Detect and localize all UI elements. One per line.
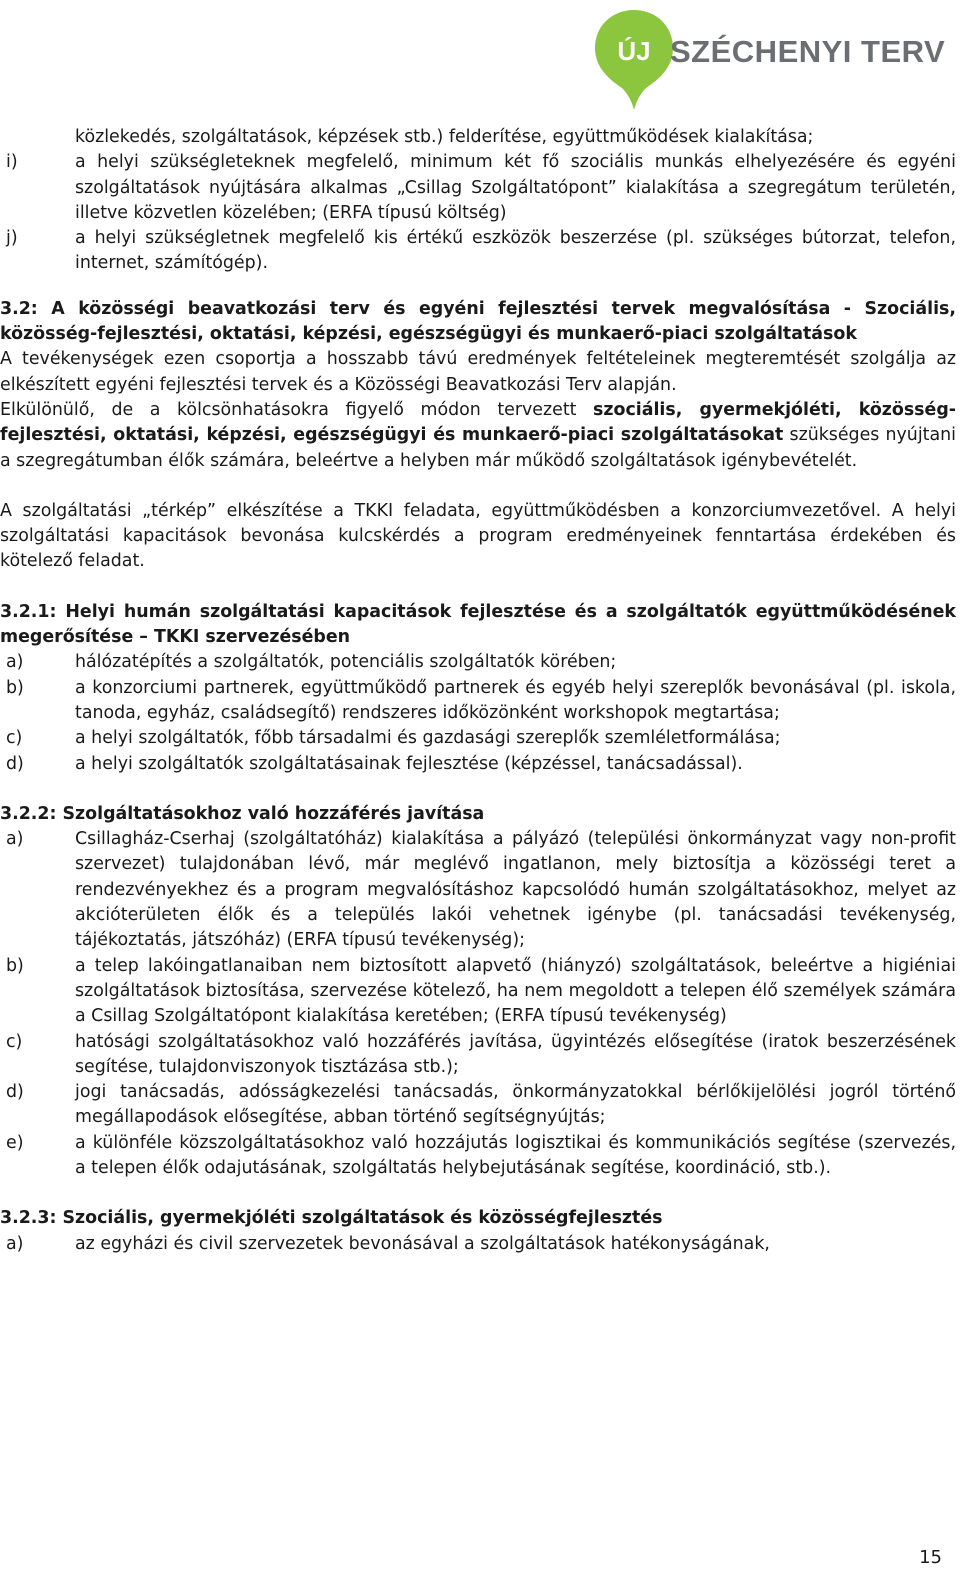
list-item [0,954,956,1030]
szechenyi-terv-logo [592,8,946,112]
list-label: b) [6,677,24,698]
list-item [0,1131,956,1182]
list-item [0,676,956,727]
list-label: a) [6,829,24,850]
list-item [0,1080,956,1131]
document-body [0,125,956,1257]
list-label: e) [6,1132,24,1153]
list-text: hatósági szolgáltatásokhoz való hozzáférés javítása, ügyintézés elősegítése (iratok beszerzésének segítése, tulajdonviszonyok tisztázása stb.); [75,1031,956,1077]
list-item [0,650,956,675]
list-item [0,827,956,953]
list-text: jogi tanácsadás, adósságkezelési tanácsadás, önkormányzatokkal bérlőkijelölési jogról történő megállapodások elősegítése, abban történő segítségnyújtás; [75,1082,956,1128]
paragraph: A tevékenységek ezen csoportja a hosszabb távú eredmények feltételeinek megteremtését szolgálja az elkészített egyéni fejlesztési tervek és a Közösségi Beavatkozási Terv alapján. [0,349,956,395]
list-label: d) [6,753,24,774]
list-label: i) [6,152,18,173]
list-text: a helyi szükségletnek megfelelő kis értékű eszközök beszerzése (pl. szükséges bútorzat, telefon, internet, számítógép). [75,228,956,274]
map-pin-icon [592,8,676,112]
list-text: a helyi szolgáltatók, főbb társadalmi és gazdasági szereplők szemléletformálása; [75,728,781,749]
list-text: a konzorciumi partnerek, együttműködő partnerek és egyéb helyi szereplők bevonásával (pl. iskola, tanoda, egyház, családsegítő) rendszeres időközönként workshopok megtartása; [75,677,956,723]
section-heading-3-2: 3.2: A közösségi beavatkozási terv és egyéni fejlesztési tervek megvalósítása - Szociális, közösség-fejlesztési, oktatási, képzési, egészségügyi és munkaerő-piaci szolgáltatások [0,298,956,345]
list-item [0,752,956,777]
text-run: szükséges nyújtani a szegregátumban élők számára, beleértve a helyben már működő szolgáltatások igénybevételét. [0,425,956,471]
page-number: 15 [919,1547,942,1568]
intro-continuation: közlekedés, szolgáltatások, képzések stb.) felderítése, együttműködések kialakítása; [75,127,814,147]
section-heading-3-2-2: 3.2.2: Szolgáltatásokhoz való hozzáférés javítása [0,803,485,824]
logo-title: SZÉCHENYI TERV [670,34,946,69]
list-text: hálózatépítés a szolgáltatók, potenciális szolgáltatók körében; [75,652,617,673]
section-heading-3-2-3: 3.2.3: Szociális, gyermekjóléti szolgáltatások és közösségfejlesztés [0,1208,663,1229]
list-label: c) [6,728,23,749]
list-text: Csillagház-Cserhaj (szolgáltatóház) kialakítása a pályázó (települési önkormányzat vagy non-profit szervezet) tulajdonában lévő, már meglévő ingatlanon, mely biztosítja a közösségi teret a rendezvényekhez és a program megvalósításhoz kapcsolódó humán szolgáltatásokhoz, melyet az akcióterületen élők és a település lakói vehetnek igénybe (pl. tanácsadási tevékenység, tájékoztatás, játszóház) (ERFA típusú tevékenység); [75,829,956,951]
list-label: c) [6,1031,23,1052]
list-item [0,226,956,277]
list-item [0,726,956,751]
list-label: b) [6,955,24,976]
list-item [0,1232,956,1257]
list-text: a különféle közszolgáltatásokhoz való hozzájutás logisztikai és kommunikációs segítése (szervezés, a telepen élők odajutásának, szolgáltatás helybejutásának segítése, koordináció, stb.). [75,1132,956,1178]
list-text: a telep lakóingatlanaiban nem biztosított alapvető (hiányzó) szolgáltatások, beleértve a higiéniai szolgáltatások biztosítása, szervezése kötelező, ha nem megoldott a telepen élő személyek számára a Csillag Szolgáltatópont kialakítása keretében; (ERFA típusú tevékenység) [75,955,956,1027]
list-item [0,1030,956,1081]
text-run: Elkülönülő, de a kölcsönhatásokra figyelő módon tervezett [0,399,594,420]
list-text: az egyházi és civil szervezetek bevonásával a szolgáltatások hatékonyságának, [75,1233,770,1254]
list-text: a helyi szolgáltatók szolgáltatásainak fejlesztése (képzéssel, tanácsadással). [75,753,743,774]
list-label: j) [6,228,18,249]
logo-pin-text: ÚJ [617,36,651,66]
list-item [0,150,956,226]
list-label: a) [6,652,24,673]
paragraph: A szolgáltatási „térkép” elkészítése a TKKI feladata, együttműködésben a konzorciumvezetővel. A helyi szolgáltatási kapacitások bevonása kulcskérdés a program eredményeinek fenntartása érdekében és kötelező feladat. [0,500,956,572]
section-heading-3-2-1: 3.2.1: Helyi humán szolgáltatási kapacitások fejlesztése és a szolgáltatók együttműködésének megerősítése – TKKI szervezésében [0,601,956,648]
bold-text-run: szociális, gyermekjóléti, közösség-fejlesztési, oktatási, képzési, egészségügyi és munkaerő-piaci szolgáltatásokat [0,399,956,446]
paragraph [0,398,956,474]
list-text: a helyi szükségleteknek megfelelő, minimum két fő szociális munkás elhelyezésére és egyéni szolgáltatások nyújtására alkalmas „Csillag Szolgáltatópont” kialakítása a szegregátum területén, illetve közvetlen közelében; (ERFA típusú költség) [75,152,956,223]
list-label: a) [6,1233,24,1254]
list-label: d) [6,1082,24,1103]
